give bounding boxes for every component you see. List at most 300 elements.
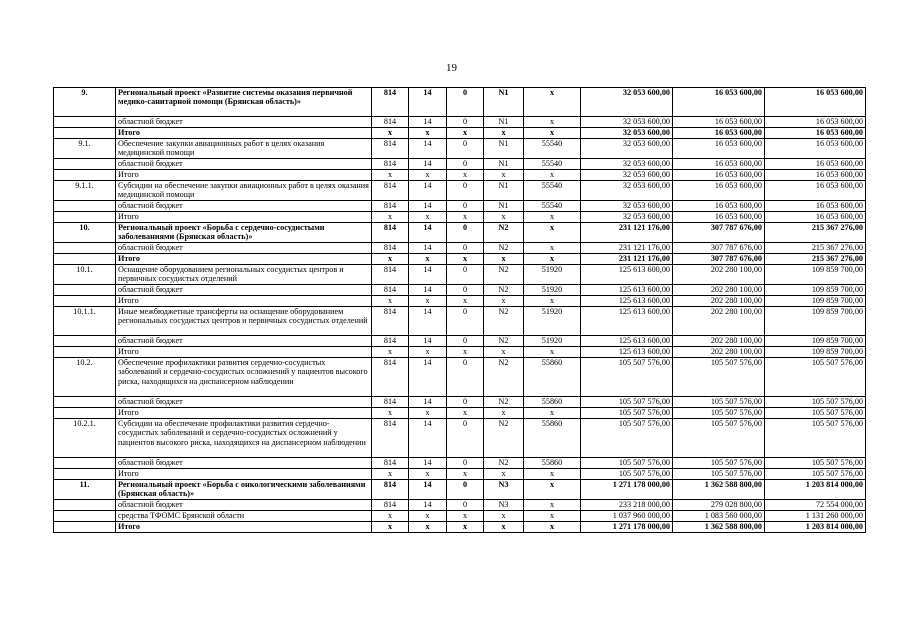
code-project-cell: N1 bbox=[484, 159, 524, 170]
table-row bbox=[54, 243, 866, 254]
amount-year2-cell: 105 507 576,00 bbox=[673, 469, 765, 480]
row-name-cell: Обеспечение закупки авиационных работ в целях оказания медицинской помощи bbox=[116, 139, 372, 159]
row-number-cell: 9. bbox=[54, 88, 116, 117]
amount-year2-cell: 16 053 600,00 bbox=[673, 139, 765, 159]
amount-year1-cell: 125 613 600,00 bbox=[581, 285, 673, 296]
code-project-cell: N1 bbox=[484, 117, 524, 128]
code-section-cell: 14 bbox=[409, 307, 447, 336]
code-expense-cell: 51920 bbox=[524, 307, 581, 336]
row-number-cell bbox=[54, 397, 116, 408]
row-name-cell: Субсидии на обеспечение закупки авиационных работ в целях оказания медицинской помощи bbox=[116, 181, 372, 201]
table-row bbox=[54, 511, 866, 522]
code-project-cell: x bbox=[484, 170, 524, 181]
code-project-cell: N3 bbox=[484, 500, 524, 511]
code-section-cell: x bbox=[409, 212, 447, 223]
code-section-cell: x bbox=[409, 511, 447, 522]
code-subsection-cell: 0 bbox=[447, 88, 484, 117]
amount-year2-cell: 202 280 100,00 bbox=[673, 307, 765, 336]
amount-year2-cell: 16 053 600,00 bbox=[673, 117, 765, 128]
row-name-cell: Региональный проект «Развитие системы оказания первичной медико-санитарной помощи (Брянская область)» bbox=[116, 88, 372, 117]
table-row bbox=[54, 88, 866, 117]
amount-year1-cell: 231 121 176,00 bbox=[581, 243, 673, 254]
code-grbs-cell: 814 bbox=[372, 243, 409, 254]
row-number-cell bbox=[54, 469, 116, 480]
row-number-cell bbox=[54, 285, 116, 296]
table-row bbox=[54, 128, 866, 139]
code-expense-cell: 55540 bbox=[524, 181, 581, 201]
code-project-cell: N2 bbox=[484, 397, 524, 408]
amount-year3-cell: 109 859 700,00 bbox=[765, 336, 866, 347]
code-subsection-cell: x bbox=[447, 170, 484, 181]
row-number-cell bbox=[54, 500, 116, 511]
row-name-cell: средства ТФОМС Брянской области bbox=[116, 511, 372, 522]
code-grbs-cell: x bbox=[372, 254, 409, 265]
amount-year2-cell: 105 507 576,00 bbox=[673, 358, 765, 397]
code-expense-cell: x bbox=[524, 480, 581, 500]
code-section-cell: x bbox=[409, 296, 447, 307]
row-name-cell: Итого bbox=[116, 128, 372, 139]
table-row bbox=[54, 397, 866, 408]
code-expense-cell: x bbox=[524, 296, 581, 307]
code-section-cell: x bbox=[409, 469, 447, 480]
code-project-cell: N2 bbox=[484, 458, 524, 469]
code-grbs-cell: x bbox=[372, 128, 409, 139]
table-row bbox=[54, 285, 866, 296]
row-name-cell: областной бюджет bbox=[116, 201, 372, 212]
code-subsection-cell: x bbox=[447, 511, 484, 522]
amount-year3-cell: 16 053 600,00 bbox=[765, 139, 866, 159]
code-project-cell: x bbox=[484, 469, 524, 480]
amount-year1-cell: 32 053 600,00 bbox=[581, 117, 673, 128]
code-section-cell: 14 bbox=[409, 159, 447, 170]
row-name-cell: Региональный проект «Борьба с сердечно-сосудистыми заболеваниями (Брянская область)» bbox=[116, 223, 372, 243]
code-project-cell: N1 bbox=[484, 88, 524, 117]
amount-year1-cell: 32 053 600,00 bbox=[581, 181, 673, 201]
row-number-cell bbox=[54, 170, 116, 181]
row-number-cell bbox=[54, 458, 116, 469]
amount-year2-cell: 16 053 600,00 bbox=[673, 181, 765, 201]
amount-year2-cell: 202 280 100,00 bbox=[673, 296, 765, 307]
table-row bbox=[54, 419, 866, 458]
code-expense-cell: x bbox=[524, 500, 581, 511]
code-grbs-cell: 814 bbox=[372, 139, 409, 159]
code-project-cell: x bbox=[484, 212, 524, 223]
amount-year3-cell: 105 507 576,00 bbox=[765, 458, 866, 469]
code-section-cell: 14 bbox=[409, 223, 447, 243]
code-expense-cell: x bbox=[524, 347, 581, 358]
amount-year1-cell: 105 507 576,00 bbox=[581, 419, 673, 458]
amount-year3-cell: 16 053 600,00 bbox=[765, 128, 866, 139]
table-row bbox=[54, 201, 866, 212]
row-name-cell: Итого bbox=[116, 296, 372, 307]
amount-year1-cell: 32 053 600,00 bbox=[581, 212, 673, 223]
row-name-cell: областной бюджет bbox=[116, 117, 372, 128]
code-subsection-cell: 0 bbox=[447, 181, 484, 201]
row-number-cell: 11. bbox=[54, 480, 116, 500]
amount-year2-cell: 1 362 588 800,00 bbox=[673, 522, 765, 533]
code-expense-cell: x bbox=[524, 117, 581, 128]
row-number-cell bbox=[54, 408, 116, 419]
code-subsection-cell: x bbox=[447, 408, 484, 419]
code-expense-cell: x bbox=[524, 254, 581, 265]
table-row bbox=[54, 159, 866, 170]
amount-year3-cell: 16 053 600,00 bbox=[765, 117, 866, 128]
code-expense-cell: 55860 bbox=[524, 397, 581, 408]
code-grbs-cell: 814 bbox=[372, 419, 409, 458]
table-row bbox=[54, 265, 866, 285]
row-name-cell: Иные межбюджетные трансферты на оснащение оборудованием региональных сосудистых центров и первичных сосудистых отделений bbox=[116, 307, 372, 336]
code-expense-cell: x bbox=[524, 511, 581, 522]
row-number-cell bbox=[54, 243, 116, 254]
row-number-cell bbox=[54, 522, 116, 533]
code-section-cell: 14 bbox=[409, 285, 447, 296]
amount-year2-cell: 105 507 576,00 bbox=[673, 458, 765, 469]
code-subsection-cell: 0 bbox=[447, 117, 484, 128]
code-subsection-cell: x bbox=[447, 296, 484, 307]
code-grbs-cell: 814 bbox=[372, 181, 409, 201]
row-number-cell bbox=[54, 296, 116, 307]
amount-year3-cell: 109 859 700,00 bbox=[765, 265, 866, 285]
table-row bbox=[54, 181, 866, 201]
row-number-cell: 9.1. bbox=[54, 139, 116, 159]
row-name-cell: Итого bbox=[116, 408, 372, 419]
row-number-cell: 10.1. bbox=[54, 265, 116, 285]
amount-year1-cell: 125 613 600,00 bbox=[581, 307, 673, 336]
code-project-cell: x bbox=[484, 128, 524, 139]
amount-year2-cell: 279 028 800,00 bbox=[673, 500, 765, 511]
code-project-cell: N2 bbox=[484, 223, 524, 243]
table-row bbox=[54, 117, 866, 128]
row-number-cell bbox=[54, 212, 116, 223]
code-project-cell: N2 bbox=[484, 307, 524, 336]
code-grbs-cell: 814 bbox=[372, 358, 409, 397]
row-name-cell: Итого bbox=[116, 469, 372, 480]
code-grbs-cell: 814 bbox=[372, 88, 409, 117]
amount-year3-cell: 215 367 276,00 bbox=[765, 254, 866, 265]
amount-year3-cell: 109 859 700,00 bbox=[765, 307, 866, 336]
code-grbs-cell: 814 bbox=[372, 397, 409, 408]
code-section-cell: 14 bbox=[409, 419, 447, 458]
code-expense-cell: x bbox=[524, 223, 581, 243]
code-grbs-cell: 814 bbox=[372, 265, 409, 285]
code-expense-cell: x bbox=[524, 128, 581, 139]
code-section-cell: x bbox=[409, 170, 447, 181]
code-subsection-cell: x bbox=[447, 522, 484, 533]
code-section-cell: 14 bbox=[409, 397, 447, 408]
row-number-cell bbox=[54, 159, 116, 170]
row-number-cell bbox=[54, 347, 116, 358]
amount-year3-cell: 215 367 276,00 bbox=[765, 223, 866, 243]
row-name-cell: Региональный проект «Борьба с онкологическими заболеваниями (Брянская область)» bbox=[116, 480, 372, 500]
code-section-cell: 14 bbox=[409, 201, 447, 212]
code-project-cell: N2 bbox=[484, 358, 524, 397]
code-expense-cell: x bbox=[524, 243, 581, 254]
amount-year1-cell: 125 613 600,00 bbox=[581, 336, 673, 347]
amount-year1-cell: 105 507 576,00 bbox=[581, 408, 673, 419]
amount-year3-cell: 105 507 576,00 bbox=[765, 469, 866, 480]
code-grbs-cell: x bbox=[372, 347, 409, 358]
amount-year1-cell: 32 053 600,00 bbox=[581, 159, 673, 170]
code-expense-cell: 55860 bbox=[524, 358, 581, 397]
row-number-cell bbox=[54, 128, 116, 139]
code-subsection-cell: 0 bbox=[447, 139, 484, 159]
amount-year3-cell: 72 554 000,00 bbox=[765, 500, 866, 511]
code-project-cell: x bbox=[484, 296, 524, 307]
code-expense-cell: 55540 bbox=[524, 159, 581, 170]
code-subsection-cell: 0 bbox=[447, 458, 484, 469]
code-grbs-cell: 814 bbox=[372, 307, 409, 336]
code-expense-cell: 51920 bbox=[524, 285, 581, 296]
amount-year2-cell: 307 787 676,00 bbox=[673, 223, 765, 243]
row-number-cell: 10.2.1. bbox=[54, 419, 116, 458]
code-expense-cell: 55540 bbox=[524, 139, 581, 159]
row-name-cell: Субсидии на обеспечение профилактики развития сердечно-сосудистых заболеваний и сердечно-сосудистых осложнений у пациентов высокого риска, находящихся на диспансерном наблюдении bbox=[116, 419, 372, 458]
amount-year2-cell: 202 280 100,00 bbox=[673, 347, 765, 358]
amount-year1-cell: 1 271 178 000,00 bbox=[581, 480, 673, 500]
amount-year1-cell: 1 037 960 000,00 bbox=[581, 511, 673, 522]
code-grbs-cell: 814 bbox=[372, 159, 409, 170]
code-subsection-cell: 0 bbox=[447, 201, 484, 212]
amount-year1-cell: 105 507 576,00 bbox=[581, 469, 673, 480]
code-section-cell: x bbox=[409, 347, 447, 358]
amount-year3-cell: 105 507 576,00 bbox=[765, 358, 866, 397]
amount-year2-cell: 16 053 600,00 bbox=[673, 201, 765, 212]
code-grbs-cell: x bbox=[372, 170, 409, 181]
amount-year3-cell: 105 507 576,00 bbox=[765, 397, 866, 408]
row-number-cell: 10.1.1. bbox=[54, 307, 116, 336]
code-expense-cell: 51920 bbox=[524, 336, 581, 347]
code-expense-cell: x bbox=[524, 170, 581, 181]
row-name-cell: Итого bbox=[116, 170, 372, 181]
amount-year2-cell: 16 053 600,00 bbox=[673, 88, 765, 117]
table-row bbox=[54, 223, 866, 243]
amount-year1-cell: 105 507 576,00 bbox=[581, 397, 673, 408]
row-name-cell: Итого bbox=[116, 212, 372, 223]
amount-year1-cell: 1 271 178 000,00 bbox=[581, 522, 673, 533]
table-row bbox=[54, 170, 866, 181]
code-section-cell: 14 bbox=[409, 358, 447, 397]
code-grbs-cell: 814 bbox=[372, 223, 409, 243]
code-expense-cell: x bbox=[524, 469, 581, 480]
code-grbs-cell: x bbox=[372, 522, 409, 533]
code-grbs-cell: 814 bbox=[372, 458, 409, 469]
code-project-cell: x bbox=[484, 522, 524, 533]
code-subsection-cell: 0 bbox=[447, 419, 484, 458]
code-section-cell: 14 bbox=[409, 181, 447, 201]
code-subsection-cell: 0 bbox=[447, 223, 484, 243]
row-name-cell: областной бюджет bbox=[116, 500, 372, 511]
amount-year2-cell: 16 053 600,00 bbox=[673, 128, 765, 139]
code-grbs-cell: x bbox=[372, 296, 409, 307]
code-grbs-cell: x bbox=[372, 511, 409, 522]
amount-year2-cell: 202 280 100,00 bbox=[673, 336, 765, 347]
table-row bbox=[54, 347, 866, 358]
row-number-cell bbox=[54, 117, 116, 128]
code-project-cell: N2 bbox=[484, 243, 524, 254]
code-project-cell: x bbox=[484, 347, 524, 358]
row-name-cell: Итого bbox=[116, 347, 372, 358]
amount-year1-cell: 32 053 600,00 bbox=[581, 128, 673, 139]
code-project-cell: N2 bbox=[484, 419, 524, 458]
amount-year3-cell: 1 203 814 000,00 bbox=[765, 522, 866, 533]
code-grbs-cell: 814 bbox=[372, 285, 409, 296]
amount-year3-cell: 16 053 600,00 bbox=[765, 159, 866, 170]
code-section-cell: 14 bbox=[409, 243, 447, 254]
code-project-cell: N2 bbox=[484, 336, 524, 347]
row-number-cell bbox=[54, 511, 116, 522]
amount-year3-cell: 16 053 600,00 bbox=[765, 181, 866, 201]
code-grbs-cell: 814 bbox=[372, 117, 409, 128]
amount-year2-cell: 16 053 600,00 bbox=[673, 212, 765, 223]
amount-year2-cell: 105 507 576,00 bbox=[673, 397, 765, 408]
code-section-cell: 14 bbox=[409, 458, 447, 469]
code-grbs-cell: 814 bbox=[372, 500, 409, 511]
amount-year1-cell: 125 613 600,00 bbox=[581, 347, 673, 358]
code-project-cell: N1 bbox=[484, 201, 524, 212]
table-row bbox=[54, 358, 866, 397]
amount-year2-cell: 105 507 576,00 bbox=[673, 419, 765, 458]
amount-year3-cell: 105 507 576,00 bbox=[765, 419, 866, 458]
row-name-cell: Итого bbox=[116, 254, 372, 265]
code-subsection-cell: x bbox=[447, 128, 484, 139]
amount-year2-cell: 1 362 588 800,00 bbox=[673, 480, 765, 500]
amount-year3-cell: 16 053 600,00 bbox=[765, 170, 866, 181]
code-section-cell: 14 bbox=[409, 88, 447, 117]
table-row bbox=[54, 254, 866, 265]
code-expense-cell: x bbox=[524, 88, 581, 117]
code-expense-cell: 55540 bbox=[524, 201, 581, 212]
amount-year1-cell: 125 613 600,00 bbox=[581, 296, 673, 307]
table-row bbox=[54, 296, 866, 307]
amount-year3-cell: 105 507 576,00 bbox=[765, 408, 866, 419]
code-subsection-cell: 0 bbox=[447, 159, 484, 170]
code-section-cell: 14 bbox=[409, 480, 447, 500]
code-project-cell: N1 bbox=[484, 181, 524, 201]
row-name-cell: областной бюджет bbox=[116, 397, 372, 408]
amount-year3-cell: 1 203 814 000,00 bbox=[765, 480, 866, 500]
amount-year1-cell: 105 507 576,00 bbox=[581, 458, 673, 469]
code-project-cell: x bbox=[484, 511, 524, 522]
amount-year2-cell: 202 280 100,00 bbox=[673, 265, 765, 285]
code-subsection-cell: 0 bbox=[447, 307, 484, 336]
code-subsection-cell: x bbox=[447, 347, 484, 358]
code-grbs-cell: x bbox=[372, 469, 409, 480]
row-number-cell: 10.2. bbox=[54, 358, 116, 397]
code-section-cell: x bbox=[409, 522, 447, 533]
amount-year2-cell: 307 787 676,00 bbox=[673, 254, 765, 265]
code-section-cell: 14 bbox=[409, 139, 447, 159]
row-name-cell: областной бюджет bbox=[116, 243, 372, 254]
amount-year3-cell: 215 367 276,00 bbox=[765, 243, 866, 254]
amount-year2-cell: 307 787 676,00 bbox=[673, 243, 765, 254]
amount-year2-cell: 202 280 100,00 bbox=[673, 285, 765, 296]
code-subsection-cell: 0 bbox=[447, 243, 484, 254]
code-section-cell: 14 bbox=[409, 117, 447, 128]
code-subsection-cell: 0 bbox=[447, 358, 484, 397]
amount-year1-cell: 231 121 176,00 bbox=[581, 254, 673, 265]
amount-year3-cell: 16 053 600,00 bbox=[765, 88, 866, 117]
row-name-cell: Оснащение оборудованием региональных сосудистых центров и первичных сосудистых отделений bbox=[116, 265, 372, 285]
row-number-cell bbox=[54, 254, 116, 265]
code-grbs-cell: x bbox=[372, 408, 409, 419]
table-row bbox=[54, 307, 866, 336]
row-number-cell bbox=[54, 201, 116, 212]
code-project-cell: x bbox=[484, 408, 524, 419]
row-name-cell: Обеспечение профилактики развития сердечно-сосудистых заболеваний и сердечно-сосудистых осложнений у пациентов высокого риска, находящихся на диспансерном наблюдении bbox=[116, 358, 372, 397]
amount-year3-cell: 16 053 600,00 bbox=[765, 201, 866, 212]
code-section-cell: x bbox=[409, 408, 447, 419]
table-row bbox=[54, 522, 866, 533]
amount-year3-cell: 109 859 700,00 bbox=[765, 347, 866, 358]
code-project-cell: N3 bbox=[484, 480, 524, 500]
code-subsection-cell: x bbox=[447, 469, 484, 480]
code-section-cell: 14 bbox=[409, 500, 447, 511]
amount-year2-cell: 16 053 600,00 bbox=[673, 170, 765, 181]
code-subsection-cell: 0 bbox=[447, 265, 484, 285]
code-project-cell: x bbox=[484, 254, 524, 265]
code-expense-cell: x bbox=[524, 408, 581, 419]
code-subsection-cell: 0 bbox=[447, 285, 484, 296]
code-subsection-cell: 0 bbox=[447, 500, 484, 511]
code-grbs-cell: 814 bbox=[372, 480, 409, 500]
budget-table bbox=[53, 87, 866, 533]
code-subsection-cell: 0 bbox=[447, 397, 484, 408]
code-expense-cell: 51920 bbox=[524, 265, 581, 285]
code-expense-cell: x bbox=[524, 212, 581, 223]
table-row bbox=[54, 408, 866, 419]
amount-year1-cell: 32 053 600,00 bbox=[581, 170, 673, 181]
amount-year2-cell: 1 083 560 000,00 bbox=[673, 511, 765, 522]
amount-year2-cell: 16 053 600,00 bbox=[673, 159, 765, 170]
code-section-cell: 14 bbox=[409, 265, 447, 285]
row-name-cell: областной бюджет bbox=[116, 285, 372, 296]
code-section-cell: 14 bbox=[409, 336, 447, 347]
table-row bbox=[54, 458, 866, 469]
code-project-cell: N2 bbox=[484, 265, 524, 285]
table-row bbox=[54, 469, 866, 480]
table-row bbox=[54, 336, 866, 347]
code-expense-cell: x bbox=[524, 522, 581, 533]
code-subsection-cell: 0 bbox=[447, 480, 484, 500]
table-row bbox=[54, 139, 866, 159]
row-name-cell: областной бюджет bbox=[116, 458, 372, 469]
amount-year1-cell: 32 053 600,00 bbox=[581, 88, 673, 117]
code-project-cell: N1 bbox=[484, 139, 524, 159]
row-name-cell: областной бюджет bbox=[116, 336, 372, 347]
amount-year1-cell: 231 121 176,00 bbox=[581, 223, 673, 243]
row-name-cell: областной бюджет bbox=[116, 159, 372, 170]
page-number: 19 bbox=[446, 62, 457, 74]
amount-year1-cell: 233 218 000,00 bbox=[581, 500, 673, 511]
amount-year3-cell: 1 131 260 000,00 bbox=[765, 511, 866, 522]
row-number-cell: 9.1.1. bbox=[54, 181, 116, 201]
amount-year3-cell: 16 053 600,00 bbox=[765, 212, 866, 223]
amount-year3-cell: 109 859 700,00 bbox=[765, 296, 866, 307]
row-number-cell: 10. bbox=[54, 223, 116, 243]
row-name-cell: Итого bbox=[116, 522, 372, 533]
amount-year3-cell: 109 859 700,00 bbox=[765, 285, 866, 296]
code-expense-cell: 55860 bbox=[524, 419, 581, 458]
code-section-cell: x bbox=[409, 128, 447, 139]
amount-year1-cell: 125 613 600,00 bbox=[581, 265, 673, 285]
code-subsection-cell: x bbox=[447, 212, 484, 223]
table-row bbox=[54, 500, 866, 511]
amount-year2-cell: 105 507 576,00 bbox=[673, 408, 765, 419]
code-project-cell: N2 bbox=[484, 285, 524, 296]
amount-year1-cell: 105 507 576,00 bbox=[581, 358, 673, 397]
table-row bbox=[54, 212, 866, 223]
code-grbs-cell: 814 bbox=[372, 201, 409, 212]
